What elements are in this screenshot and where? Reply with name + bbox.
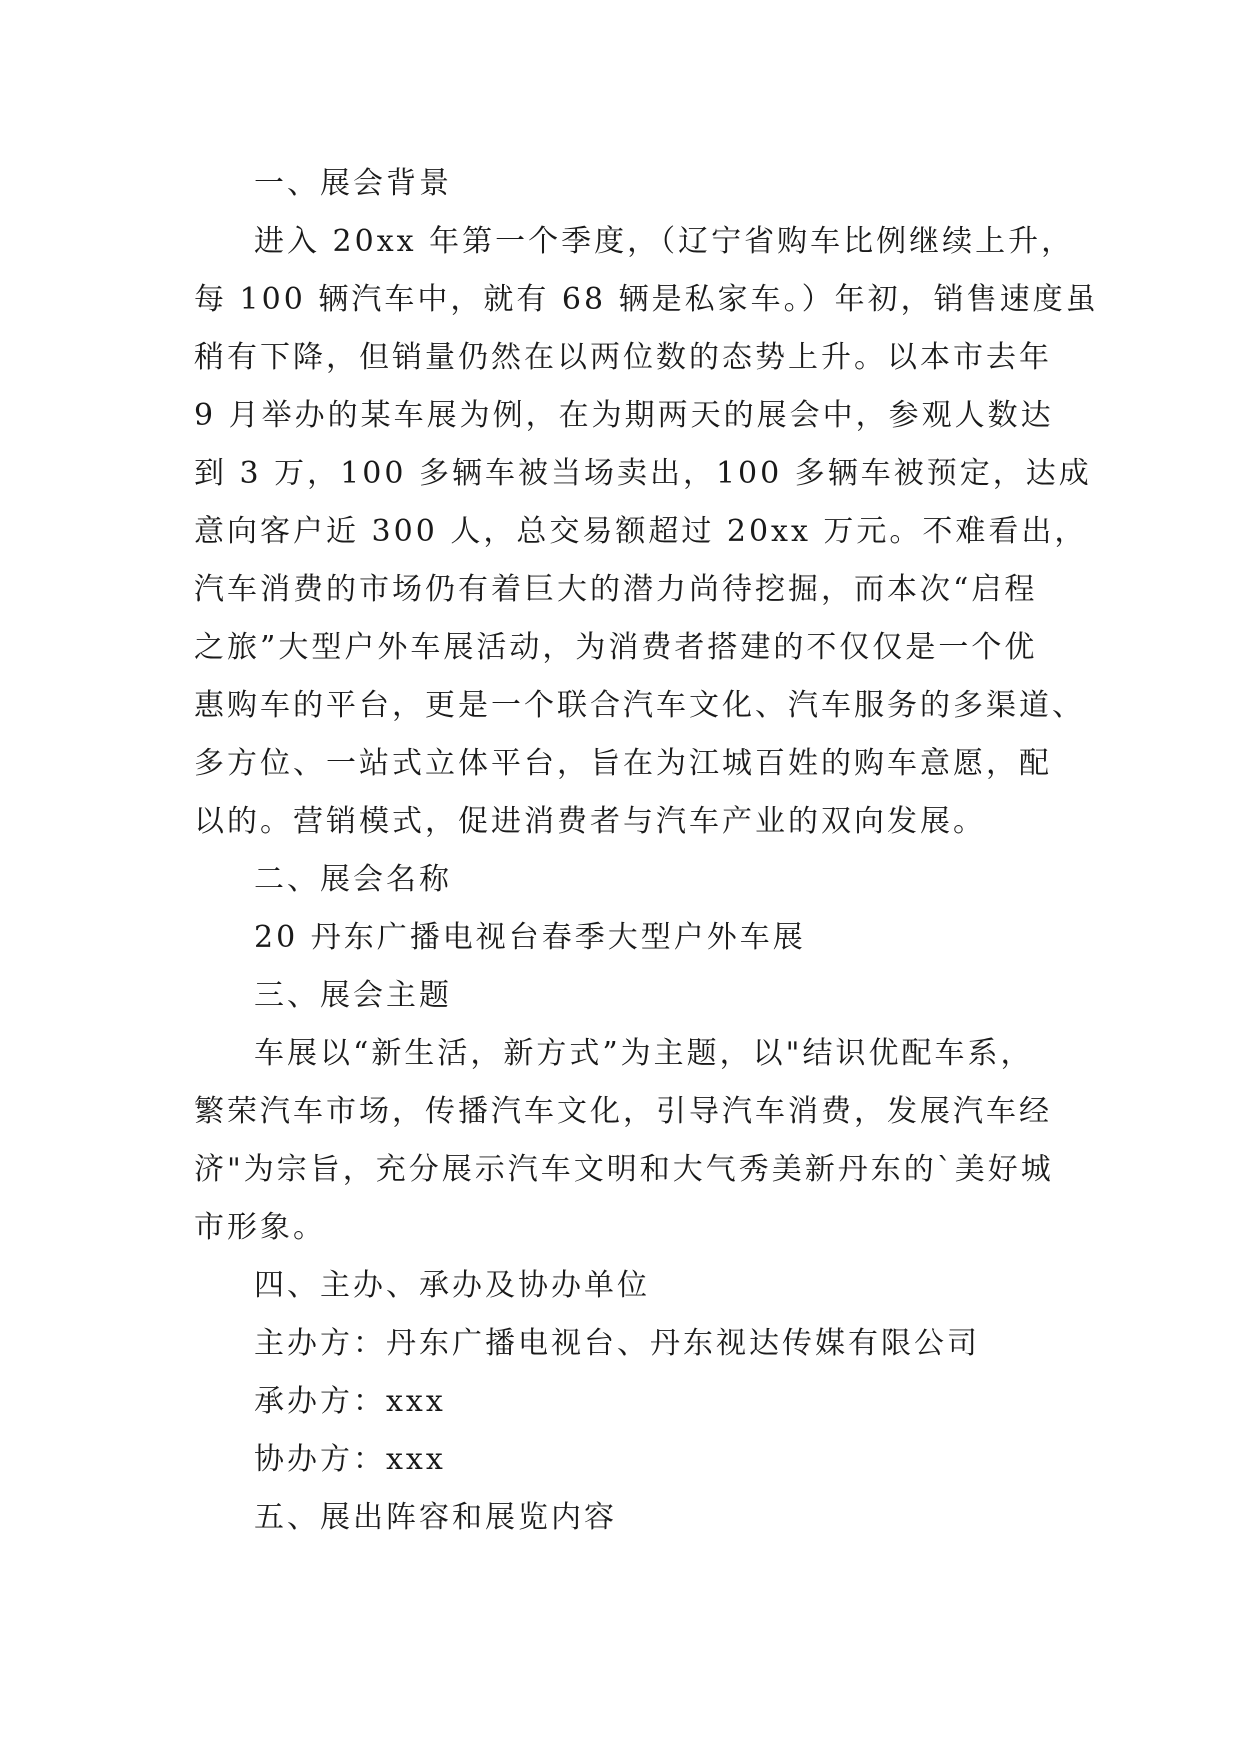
organizer-undertaker-line: 承办方：xxx xyxy=(254,1384,446,1419)
paragraph-line: 之旅”大型户外车展活动，为消费者搭建的不仅仅是一个优 xyxy=(194,630,1038,665)
paragraph-line: 9 月举办的某车展为例，在为期两天的展会中，参观人数达 xyxy=(194,398,1054,433)
paragraph-line: 惠购车的平台，更是一个联合汽车文化、汽车服务的多渠道、 xyxy=(194,688,1085,723)
section-heading-theme: 三、展会主题 xyxy=(254,978,452,1013)
organizer-co-organizer-line: 协办方：xxx xyxy=(254,1442,446,1477)
paragraph-line: 济"为宗旨，充分展示汽车文明和大气秀美新丹东的`美好城 xyxy=(194,1152,1054,1187)
paragraph-line: 汽车消费的市场仍有着巨大的潜力尚待挖掘，而本次“启程 xyxy=(194,572,1038,607)
document-body xyxy=(194,155,1099,1547)
paragraph-line: 进入 20xx 年第一个季度，（辽宁省购车比例继续上升， xyxy=(254,224,1075,259)
paragraph-line: 意向客户近 300 人，总交易额超过 20xx 万元。不难看出， xyxy=(194,514,1088,549)
paragraph-line: 车展以“新生活，新方式”为主题，以"结识优配车系， xyxy=(254,1036,1034,1071)
section-paragraph-background xyxy=(194,213,1099,851)
section-heading-name: 二、展会名称 xyxy=(254,862,452,897)
section-paragraph-theme xyxy=(194,1025,1069,1257)
paragraph-line: 以的。营销模式，促进消费者与汽车产业的双向发展。 xyxy=(194,804,986,839)
section-heading-background: 一、展会背景 xyxy=(254,166,452,201)
paragraph-line: 繁荣汽车市场，传播汽车文化，引导汽车消费，发展汽车经 xyxy=(194,1094,1052,1129)
paragraph-line: 多方位、一站式立体平台，旨在为江城百姓的购车意愿，配 xyxy=(194,746,1052,781)
paragraph-line: 市形象。 xyxy=(194,1210,326,1245)
section-heading-organizers: 四、主办、承办及协办单位 xyxy=(254,1268,650,1303)
paragraph-line: 20 丹东广播电视台春季大型户外车展 xyxy=(254,920,806,955)
organizer-host-line: 主办方：丹东广播电视台、丹东视达传媒有限公司 xyxy=(254,1326,980,1361)
paragraph-line: 到 3 万，100 多辆车被当场卖出，100 多辆车被预定，达成 xyxy=(194,456,1092,491)
paragraph-line: 每 100 辆汽车中，就有 68 辆是私家车。）年初，销售速度虽 xyxy=(194,282,1099,317)
section-heading-exhibits: 五、展出阵容和展览内容 xyxy=(254,1500,617,1535)
section-paragraph-name xyxy=(194,909,1069,967)
section-paragraph-organizers xyxy=(194,1315,1069,1489)
paragraph-line: 稍有下降，但销量仍然在以两位数的态势上升。以本市去年 xyxy=(194,340,1052,375)
